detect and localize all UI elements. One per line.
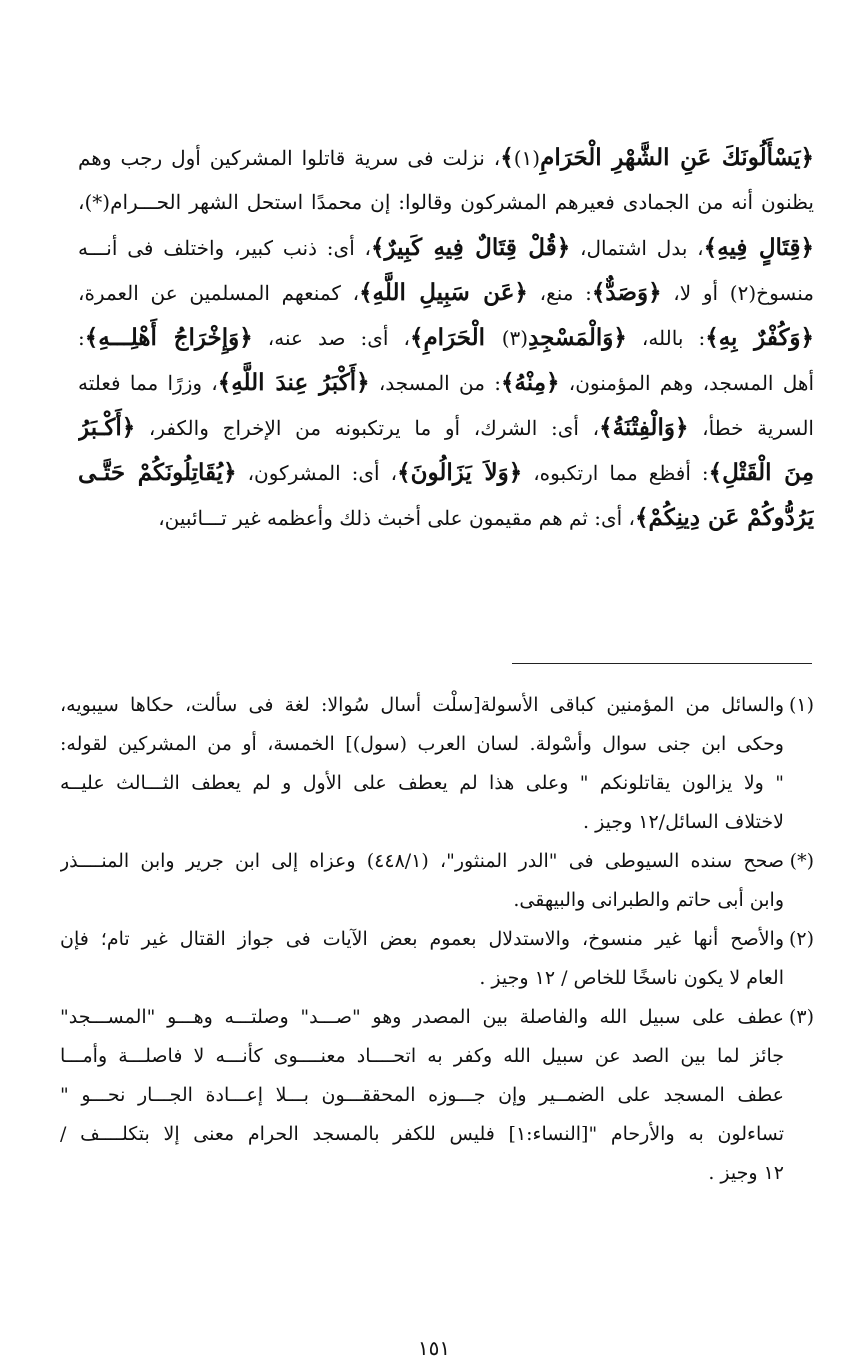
footnote-line: " ولا يزالون يقاتلونكم " وعلى هذا لم يعطف على الأول و لم يعطف الثـــالث عليــه — [60, 772, 784, 794]
footnote-line: عطف المسجد على الضمــير وإن جـــوزه المحققـــون بـــلا إعـــادة الجـــار نحـــو " — [60, 1084, 784, 1106]
footnote-line: عطف على سبيل الله والفاصلة بين المصدر وهو "صـــد" وصلتـــه وهـــو "المســـجد" — [60, 1006, 784, 1028]
quran-quote: ﴿أَكْـبَرُ — [78, 414, 136, 441]
footnote-line: والسائل من المؤمنين كباقى الأسولة[سلْت أسال سُوالا: لغة فى سألت، حكاها سيبويه، — [60, 694, 784, 716]
quran-quote: ﴿قُلْ قِتَالٌ فِيهِ كَبِيرٌ﴾ — [371, 234, 571, 261]
text-line — [78, 270, 814, 315]
footnote-marker: (*) — [789, 850, 814, 872]
quran-quote: ﴿أَكْبَرُ عِندَ اللَّهِ﴾ — [217, 369, 370, 396]
quran-quote: ﴾ — [500, 144, 514, 171]
text-line — [78, 180, 814, 225]
quran-quote: ﴿يَسْأَلُونَكَ عَنِ الشَّهْرِ الْحَرَامِ — [540, 144, 814, 171]
footnote-line: وابن أبى حاتم والطبرانى والبيهقى. — [513, 889, 784, 911]
footnote-line: العام لا يكون ناسخًا للخاص / ١٢ وجيز . — [479, 967, 784, 989]
footnote-line: والأصح أنها غير منسوخ، والاستدلال بعموم بعض الآيات فى جواز القتال غير تام؛ فإن — [60, 928, 784, 950]
footnotes-section — [60, 686, 814, 1193]
quran-quote: ﴿وَكُفْرٌ بِهِ﴾ — [705, 324, 814, 351]
text-line — [78, 450, 814, 495]
text-line — [78, 225, 814, 270]
commentary-text: : منع، — [527, 281, 592, 305]
footnote-marker: (١) — [788, 694, 814, 716]
footnote-ref: (*) — [84, 190, 111, 214]
commentary-text: أهل المسجد، وهم المؤمنون، — [559, 371, 814, 395]
footnote-line: وحكى ابن جنى سوال وأسْولة. لسان العرب (سول)] الخمسة، أو من المشركين لقوله: — [60, 733, 784, 755]
footnote-line: تساءلون به والأرحام "[النساء:١] فليس للكفر بالمسجد الحرام معنى إلا بتكلــــف / — [60, 1123, 784, 1145]
commentary-text: منسوخ — [756, 281, 814, 305]
commentary-text: : — [78, 326, 85, 350]
footnote-line: ١٢ وجيز . — [708, 1162, 784, 1184]
text-line — [78, 360, 814, 405]
footnote-divider — [512, 663, 812, 664]
commentary-text: ، أى: ثم هم مقيمون على أخبث ذلك وأعظمه غير تـــائبين، — [158, 506, 635, 530]
footnote-marker: (٢) — [788, 928, 814, 950]
commentary-text: ، نزلت فى سرية قاتلوا المشركين أول رجب وهم — [78, 146, 501, 170]
footnote — [60, 842, 814, 920]
commentary-text: ، أى: ذنب كبير، واختلف فى أنـــه — [78, 236, 372, 260]
commentary-text: يظنون أنه من الجمادى فعيرهم المشركون وقالوا: إن محمدًا استحل الشهر الحـــرام — [110, 190, 814, 214]
commentary-text: أو لا، — [661, 281, 730, 305]
commentary-text: ، أى: صد عنه، — [252, 326, 410, 350]
main-text — [78, 135, 814, 540]
footnote-ref: (٢) — [729, 281, 757, 305]
footnote-ref: (١) — [513, 146, 541, 170]
quran-quote: ﴿وَإِخْرَاجُ أَهْلِـــهِ﴾ — [84, 324, 253, 351]
commentary-text: ، كمنعهم المسلمين عن العمرة، — [78, 281, 360, 305]
footnote — [60, 686, 814, 842]
footnote-marker: (٣) — [788, 1006, 814, 1028]
footnote-line: جائز لما بين الصد عن سبيل الله وكفر به اتحــــاد معنــــوى كأنـــه لا فاصلـــة وأمـــا — [60, 1045, 784, 1067]
commentary-text: ، بدل اشتمال، — [570, 236, 704, 260]
quran-quote: ﴿وَلاَ يَزَالُونَ﴾ — [397, 459, 523, 486]
commentary-text: السرية خطأ، — [688, 416, 814, 440]
footnote-body — [60, 998, 784, 1193]
footnote — [60, 920, 814, 998]
commentary-text: : بالله، — [626, 326, 706, 350]
commentary-text: : أفظع مما ارتكبوه، — [522, 461, 709, 485]
footnote — [60, 998, 814, 1193]
quran-quote: الْحَرَامِ﴾ — [409, 324, 502, 351]
footnote-body — [60, 842, 784, 920]
text-line — [78, 315, 814, 360]
quran-quote: ﴿وَالْمَسْجِدِ — [528, 324, 627, 351]
quran-quote: ﴿وَالْفِتْنَةُ﴾ — [599, 414, 689, 441]
footnote-body — [60, 686, 784, 842]
quran-quote: مِنَ الْقَتْلِ﴾ — [708, 459, 814, 486]
commentary-text: ، وزرًا مما فعلته — [78, 371, 218, 395]
page-number: ١٥١ — [417, 1336, 451, 1360]
quran-quote: ﴿قِتَالٍ فِيهِ﴾ — [703, 234, 814, 261]
footnote-body — [60, 920, 784, 998]
footnote-ref: (٣) — [501, 326, 529, 350]
commentary-text: ، — [78, 190, 85, 214]
quran-quote: ﴿وَصَدٌّ﴾ — [591, 279, 662, 306]
text-line — [78, 495, 814, 540]
quran-quote: ﴿مِنْهُ﴾ — [500, 369, 560, 396]
commentary-text: ، أى: المشركون، — [236, 461, 398, 485]
footnote-line: صحح سنده السيوطى فى "الدر المنثور"، (٤٤٨/١) وعزاه إلى ابن جرير وابن المنــــذر — [60, 850, 784, 872]
quran-quote: يَرُدُّوكُمْ عَن دِينِكُمْ﴾ — [634, 504, 814, 531]
quran-quote: ﴿يُقَاتِلُونَكُمْ حَتَّـى — [78, 459, 237, 486]
commentary-text: : من المسجد، — [369, 371, 501, 395]
text-line — [78, 135, 814, 180]
commentary-text: ، أى: الشرك، أو ما يرتكبونه من الإخراج والكفر، — [135, 416, 600, 440]
quran-quote: ﴿عَن سَبِيلِ اللَّهِ﴾ — [359, 279, 528, 306]
text-line — [78, 405, 814, 450]
footnote-line: لاختلاف السائل/١٢ وجيز . — [583, 811, 784, 833]
